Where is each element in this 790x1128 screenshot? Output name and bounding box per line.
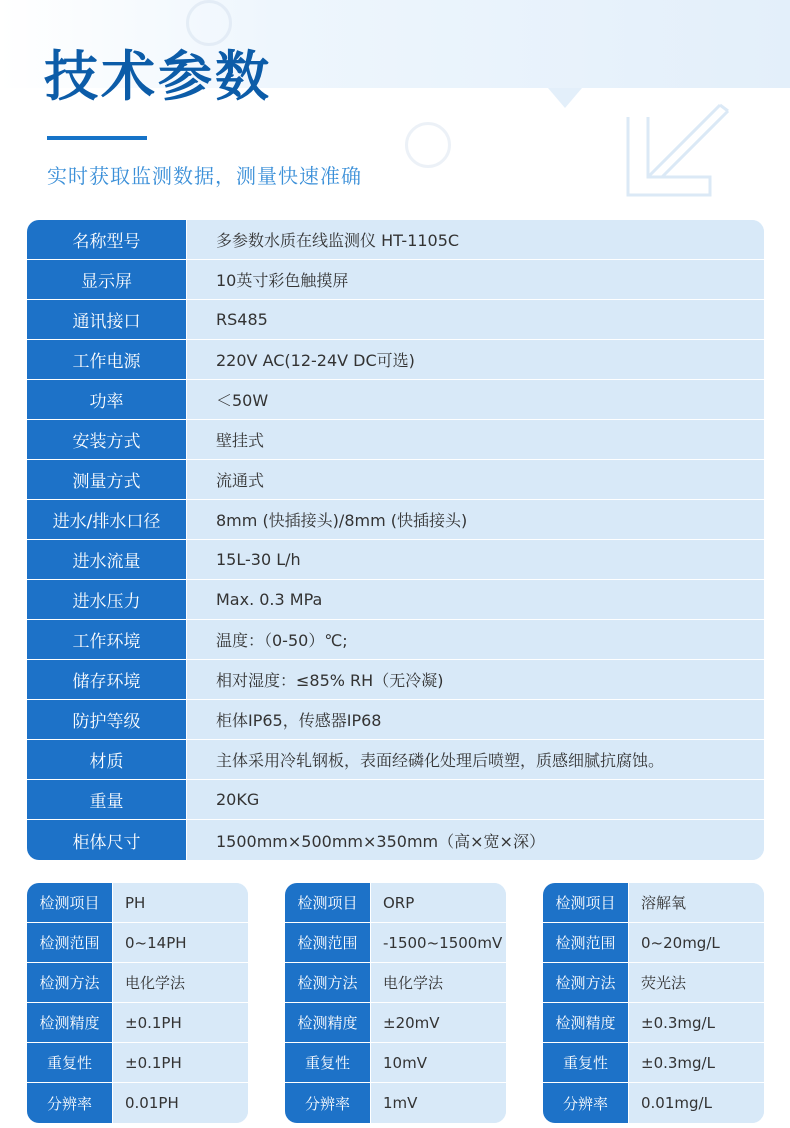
spec-value: 壁挂式 (187, 420, 764, 459)
sensor-value: -1500~1500mV (371, 923, 506, 962)
spec-label: 通讯接口 (27, 300, 187, 339)
spec-row (27, 700, 764, 740)
sensor-label: 检测方法 (285, 963, 371, 1002)
spec-label: 进水流量 (27, 540, 187, 579)
sensor-value: 电化学法 (113, 963, 248, 1002)
sensor-row (543, 1083, 764, 1123)
sensor-row (543, 963, 764, 1003)
sensor-row (27, 1043, 248, 1083)
spec-table (27, 220, 764, 860)
sensor-value: PH (113, 883, 248, 922)
spec-row (27, 660, 764, 700)
spec-label: 工作环境 (27, 620, 187, 659)
spec-label: 测量方式 (27, 460, 187, 499)
spec-row (27, 460, 764, 500)
title-underline (47, 136, 147, 140)
spec-value: 多参数水质在线监测仪 HT-1105C (187, 220, 764, 259)
spec-row (27, 500, 764, 540)
sensor-value: ±0.1PH (113, 1043, 248, 1082)
sensor-label: 检测范围 (543, 923, 629, 962)
spec-value: 相对湿度：≤85% RH（无冷凝) (187, 660, 764, 699)
logo-watermark-icon (405, 122, 451, 168)
sensor-row (285, 883, 506, 923)
spec-value: 8mm (快插接头)/8mm (快插接头) (187, 500, 764, 539)
sensor-value: 荧光法 (629, 963, 764, 1002)
spec-label: 进水压力 (27, 580, 187, 619)
sensor-row (27, 963, 248, 1003)
sensor-row (285, 1083, 506, 1123)
sensor-row (27, 1003, 248, 1043)
sensor-value: 10mV (371, 1043, 506, 1082)
sensor-label: 重复性 (543, 1043, 629, 1082)
spec-value: 20KG (187, 780, 764, 819)
sensor-label: 分辨率 (543, 1083, 629, 1123)
header-notch (548, 88, 582, 108)
sensor-label: 检测项目 (27, 883, 113, 922)
spec-row (27, 740, 764, 780)
spec-label: 功率 (27, 380, 187, 419)
sensor-label: 检测精度 (285, 1003, 371, 1042)
spec-label: 进水/排水口径 (27, 500, 187, 539)
spec-label: 名称型号 (27, 220, 187, 259)
spec-row (27, 420, 764, 460)
arrow-down-left-icon (620, 95, 732, 203)
sensor-value: 1mV (371, 1083, 506, 1123)
sensor-row (285, 1003, 506, 1043)
spec-label: 防护等级 (27, 700, 187, 739)
sensor-label: 检测项目 (543, 883, 629, 922)
sensor-label: 分辨率 (285, 1083, 371, 1123)
spec-label: 储存环境 (27, 660, 187, 699)
spec-row (27, 340, 764, 380)
sensor-label: 检测精度 (27, 1003, 113, 1042)
sensor-value: 0~14PH (113, 923, 248, 962)
spec-value: ＜50W (187, 380, 764, 419)
spec-row (27, 780, 764, 820)
sensor-table-orp (285, 883, 506, 1123)
sensor-label: 重复性 (285, 1043, 371, 1082)
spec-label: 安装方式 (27, 420, 187, 459)
spec-value: 流通式 (187, 460, 764, 499)
sensor-row (543, 1003, 764, 1043)
spec-value: 10英寸彩色触摸屏 (187, 260, 764, 299)
sensor-row (27, 1083, 248, 1123)
sensor-label: 检测方法 (27, 963, 113, 1002)
sensor-label: 检测范围 (27, 923, 113, 962)
spec-value: 主体采用冷轧钢板，表面经磷化处理后喷塑，质感细腻抗腐蚀。 (187, 740, 764, 779)
sensor-row (285, 1043, 506, 1083)
sensor-table-do (543, 883, 764, 1123)
sensor-value: 0~20mg/L (629, 923, 764, 962)
spec-row (27, 220, 764, 260)
spec-value: Max. 0.3 MPa (187, 580, 764, 619)
sensor-value: ±0.1PH (113, 1003, 248, 1042)
sensor-value: 0.01PH (113, 1083, 248, 1123)
spec-label: 工作电源 (27, 340, 187, 379)
sensor-label: 分辨率 (27, 1083, 113, 1123)
spec-row (27, 820, 764, 860)
spec-row (27, 300, 764, 340)
sensor-value: 电化学法 (371, 963, 506, 1002)
sensor-row (27, 883, 248, 923)
sensor-row (285, 963, 506, 1003)
sensor-row (543, 1043, 764, 1083)
sensor-value: ±0.3mg/L (629, 1043, 764, 1082)
sensor-label: 检测项目 (285, 883, 371, 922)
page-title: 技术参数 (44, 45, 272, 108)
spec-value: 220V AC(12-24V DC可选) (187, 340, 764, 379)
spec-value: 温度：（0-50）℃; (187, 620, 764, 659)
spec-label: 材质 (27, 740, 187, 779)
sensor-value: ±20mV (371, 1003, 506, 1042)
sensor-row (285, 923, 506, 963)
sensor-value: ±0.3mg/L (629, 1003, 764, 1042)
spec-label: 柜体尺寸 (27, 820, 187, 860)
spec-row (27, 260, 764, 300)
spec-label: 重量 (27, 780, 187, 819)
sensor-label: 检测精度 (543, 1003, 629, 1042)
sensor-table-ph (27, 883, 248, 1123)
sensor-value: 0.01mg/L (629, 1083, 764, 1123)
logo-watermark-icon (186, 0, 232, 46)
sensor-row (27, 923, 248, 963)
sensor-row (543, 923, 764, 963)
spec-label: 显示屏 (27, 260, 187, 299)
spec-value: RS485 (187, 300, 764, 339)
spec-row (27, 580, 764, 620)
spec-value: 15L-30 L/h (187, 540, 764, 579)
spec-row (27, 540, 764, 580)
sensor-label: 检测范围 (285, 923, 371, 962)
spec-row (27, 620, 764, 660)
sensor-value: 溶解氧 (629, 883, 764, 922)
sensor-row (543, 883, 764, 923)
sensor-label: 重复性 (27, 1043, 113, 1082)
sensor-label: 检测方法 (543, 963, 629, 1002)
spec-value: 1500mm×500mm×350mm（高×宽×深） (187, 820, 764, 860)
spec-row (27, 380, 764, 420)
sensor-value: ORP (371, 883, 506, 922)
page-subtitle: 实时获取监测数据，测量快速准确 (47, 164, 362, 188)
spec-value: 柜体IP65，传感器IP68 (187, 700, 764, 739)
